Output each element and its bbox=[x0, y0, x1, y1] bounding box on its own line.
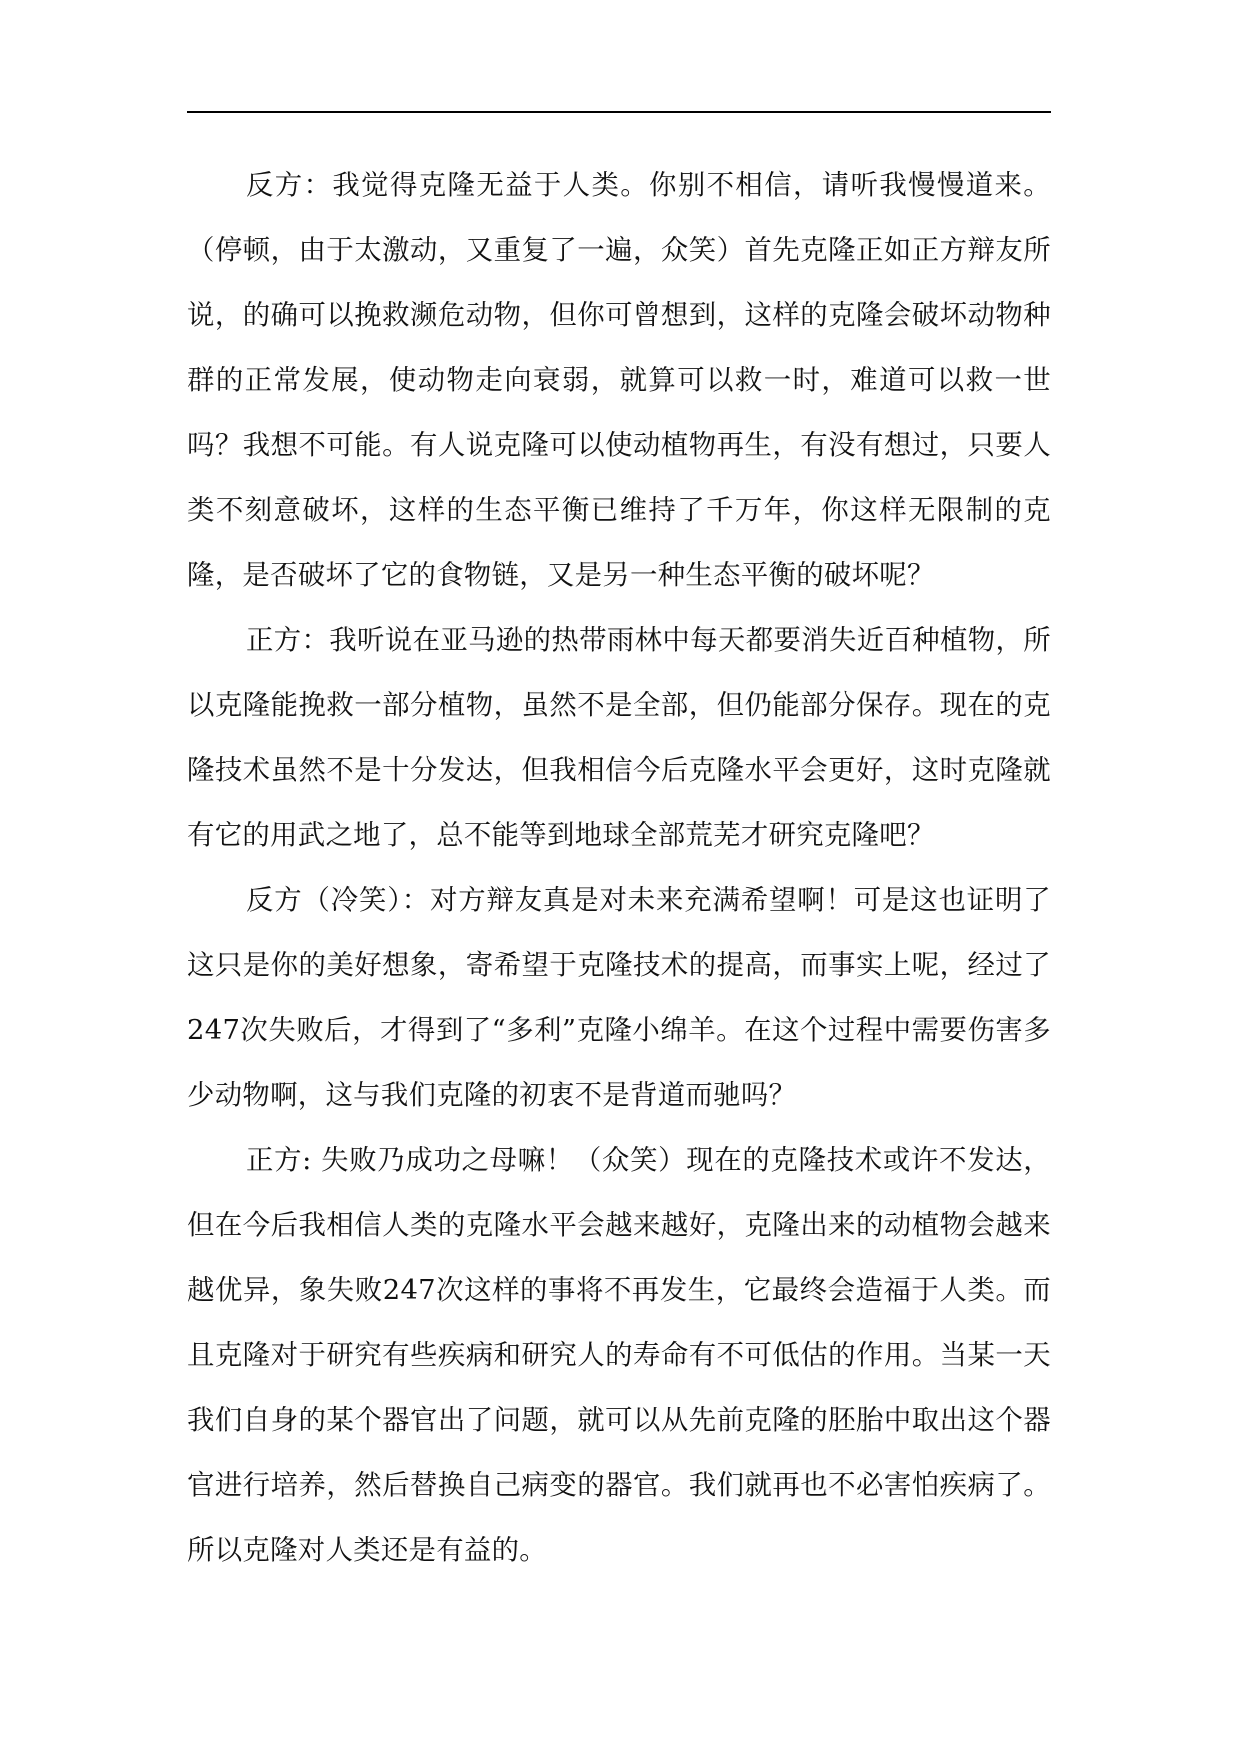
paragraph-proponent-2: 正方: 失败乃成功之母嘛！（众笑）现在的克隆技术或许不发达，但在今后我相信人类的克隆水平会越来越好，克隆出来的动植物会越来越优异，象失败247次这样的事将不再发生，它最终会造福于人类。而且克隆对于研究有些疾病和研究人的寿命有不可低估的作用。当某一天我们自身的某个器官出了问题，就可以从先前克隆的胚胎中取出这个器官进行培养，然后替换自己病变的器官。我们就再也不必害怕疾病了。所以克隆对人类还是有益的。 bbox=[187, 1145, 1051, 1566]
header-rule bbox=[187, 111, 1051, 113]
paragraph-opponent-2: 反方（冷笑）：对方辩友真是对未来充满希望啊！可是这也证明了这只是你的美好想象，寄希望于克隆技术的提高，而事实上呢，经过了247次失败后，才得到了“多利”克隆小绵羊。在这个过程中需要伤害多少动物啊，这与我们克隆的初衷不是背道而驰吗？ bbox=[187, 885, 1051, 1111]
paragraph-opponent-1: 反方：我觉得克隆无益于人类。你别不相信，请听我慢慢道来。（停顿，由于太激动，又重复了一遍，众笑）首先克隆正如正方辩友所说，的确可以挽救濒危动物，但你可曾想到，这样的克隆会破坏动物种群的正常发展，使动物走向衰弱，就算可以救一时，难道可以救一世吗？我想不可能。有人说克隆可以使动植物再生，有没有想过，只要人类不刻意破坏，这样的生态平衡已维持了千万年，你这样无限制的克隆，是否破坏了它的食物链，又是另一种生态平衡的破坏呢？ bbox=[187, 170, 1051, 591]
paragraph-proponent-1: 正方：我听说在亚马逊的热带雨林中每天都要消失近百种植物，所以克隆能挽救一部分植物，虽然不是全部，但仍能部分保存。现在的克隆技术虽然不是十分发达，但我相信今后克隆水平会更好，这时克隆就有它的用武之地了，总不能等到地球全部荒芜才研究克隆吧？ bbox=[187, 625, 1051, 851]
document-body bbox=[187, 153, 1051, 1583]
